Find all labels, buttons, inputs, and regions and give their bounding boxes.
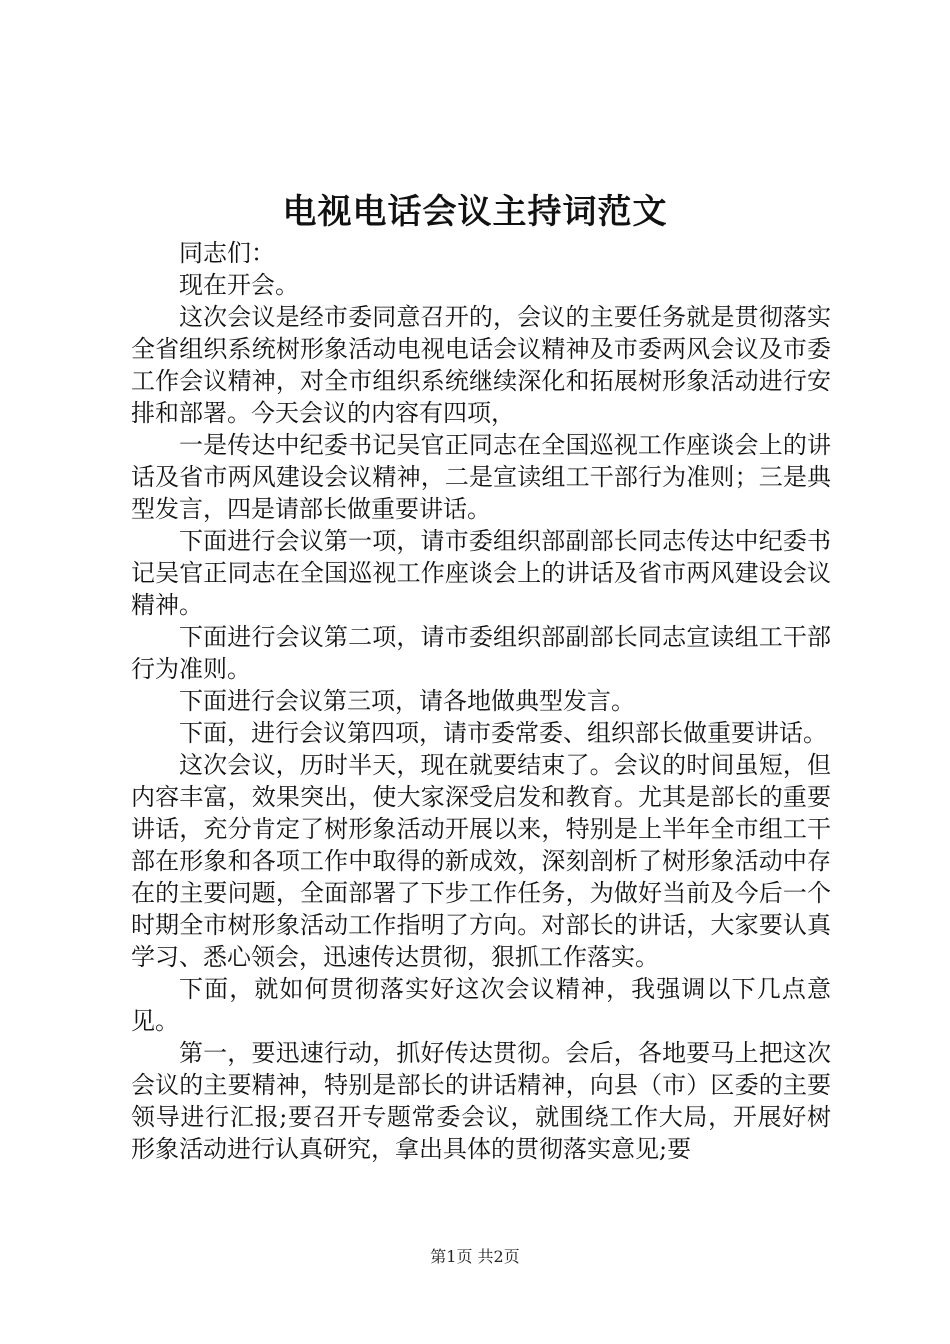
paragraph-summary: 这次会议，历时半天，现在就要结束了。会议的时间虽短，但内容丰富，效果突出，使大家深受启发和教育。尤其是部长的重要讲话，充分肯定了树形象活动开展以来，特别是上半年全市组工干部在形象和各项工作中取得的新成效，深刻剖析了树形象活动中存在的主要问题，全面部署了下步工作任务，为做好当前及今后一个时期全市树形象活动工作指明了方向。对部长的讲话，大家要认真学习、悉心领会，迅速传达贯彻，狠抓工作落实。 [131,751,831,971]
paragraph-meeting-purpose: 这次会议是经市委同意召开的，会议的主要任务就是贯彻落实全省组织系统树形象活动电视电话会议精神及市委两风会议及市委工作会议精神，对全市组织系统继续深化和拓展树形象活动进行安排和部署。今天会议的内容有四项， [131,303,831,427]
paragraph-agenda: 一是传达中纪委书记吴官正同志在全国巡视工作座谈会上的讲话及省市两风建设会议精神，二是宣读组工干部行为准则；三是典型发言，四是请部长做重要讲话。 [131,431,831,523]
document-body [131,237,831,1165]
paragraph-item-four: 下面，进行会议第四项，请市委常委、组织部长做重要讲话。 [179,719,827,747]
paragraph-item-two: 下面进行会议第二项，请市委组织部副部长同志宣读组工干部行为准则。 [131,623,831,683]
paragraph-point-one: 第一，要迅速行动，抓好传达贯彻。会后，各地要马上把这次会议的主要精神，特别是部长的讲话精神，向县（市）区委的主要领导进行汇报;要召开专题常委会议，就围绕工作大局，开展好树形象活动进行认真研究，拿出具体的贯彻落实意见;要 [131,1039,831,1163]
document-title: 电视电话会议主持词范文 [282,192,668,232]
paragraph-item-one: 下面进行会议第一项，请市委组织部副部长同志传达中纪委书记吴官正同志在全国巡视工作座谈会上的讲话及省市两风建设会议精神。 [131,527,831,619]
page-number-footer: 第1页 共2页 [430,1247,520,1266]
paragraph-item-three: 下面进行会议第三项，请各地做典型发言。 [179,687,635,715]
paragraph-opinions-intro: 下面，就如何贯彻落实好这次会议精神，我强调以下几点意见。 [131,975,831,1035]
paragraph-salutation: 同志们： [179,239,275,267]
paragraph-opening: 现在开会。 [179,271,299,299]
